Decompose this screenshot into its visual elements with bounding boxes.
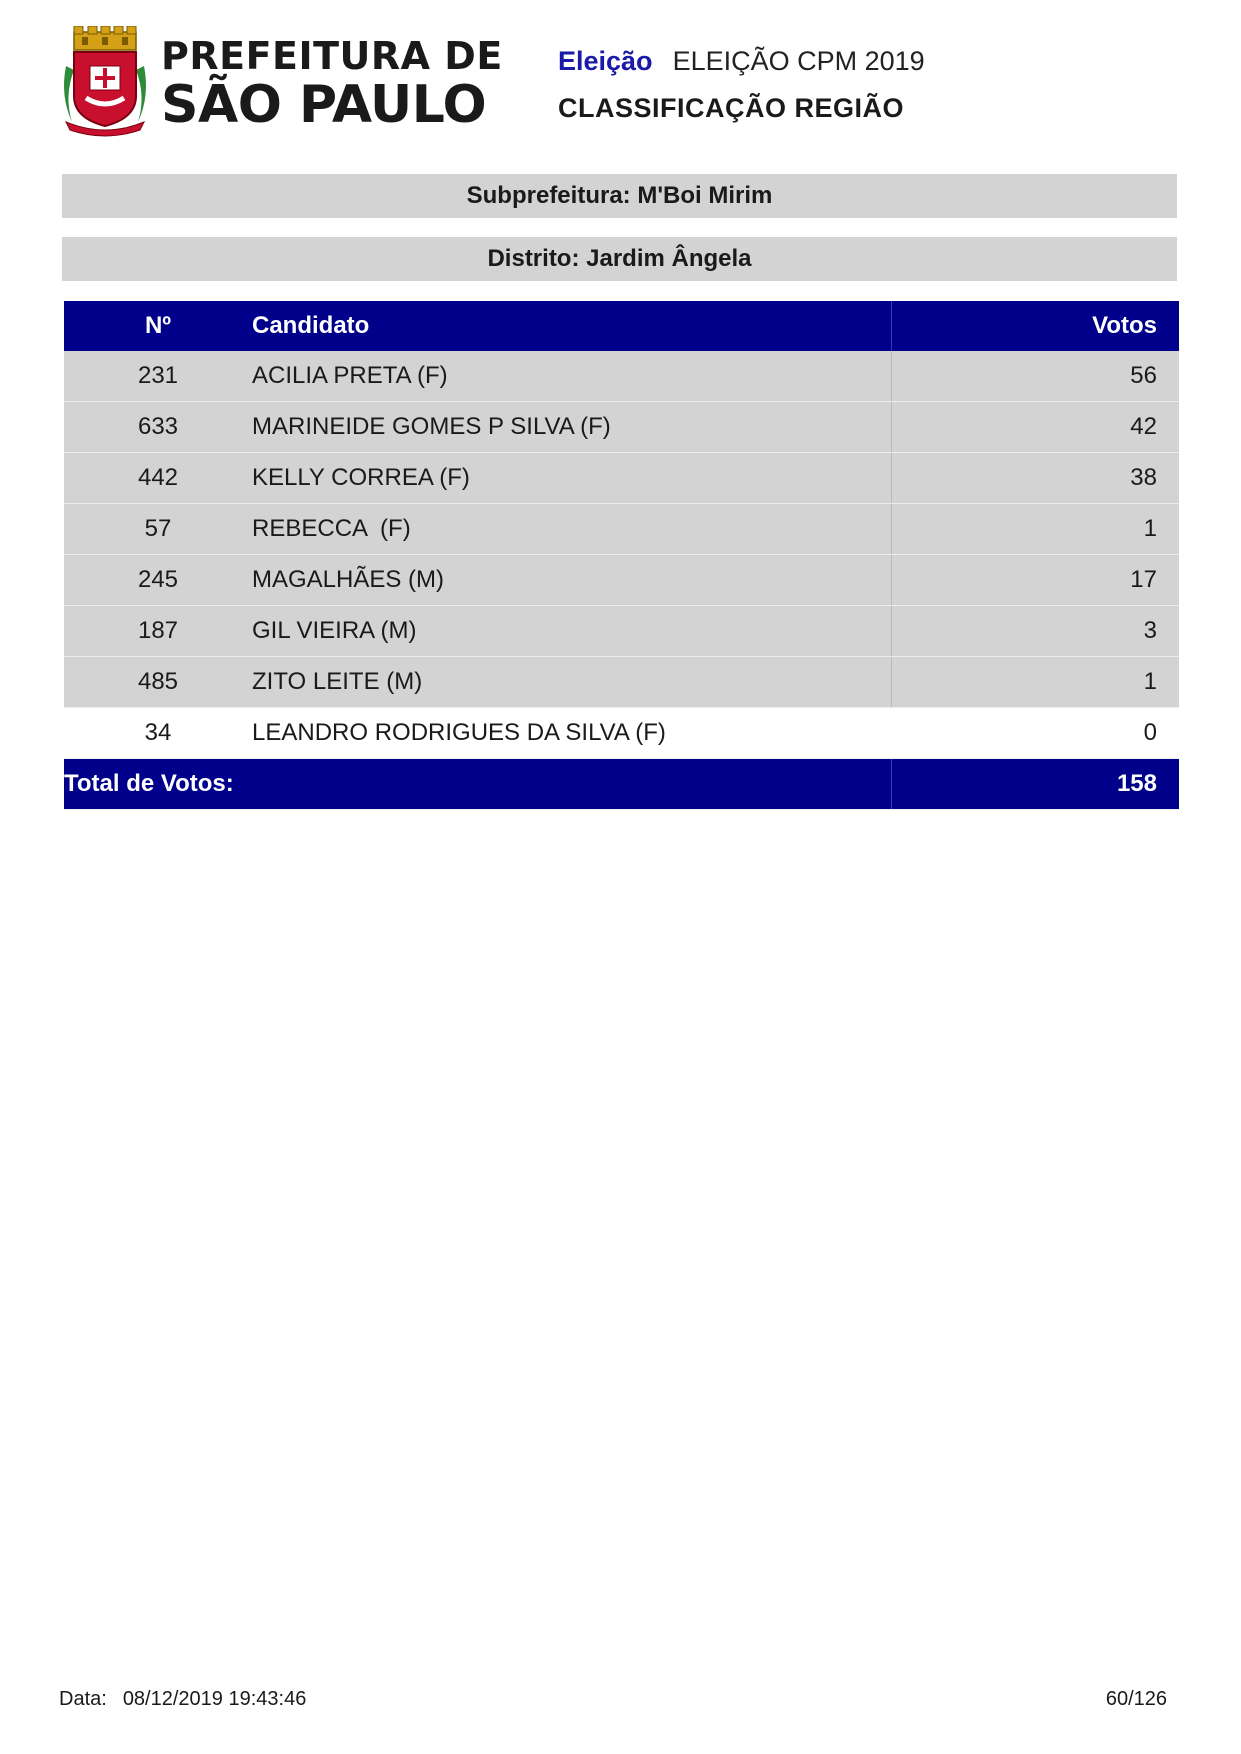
table-row [64, 708, 1179, 759]
candidate-number: 485 [64, 657, 252, 708]
table-row [64, 402, 1179, 453]
candidate-votes: 0 [892, 708, 1180, 759]
candidate-votes: 56 [892, 351, 1180, 402]
table-row [64, 504, 1179, 555]
total-row [64, 759, 1179, 810]
candidate-number: 245 [64, 555, 252, 606]
candidate-votes: 1 [892, 657, 1180, 708]
candidate-votes: 42 [892, 402, 1180, 453]
candidate-name: ACILIA PRETA (F) [252, 351, 892, 402]
candidate-number: 34 [64, 708, 252, 759]
brand-wordmark [161, 34, 503, 135]
candidate-name: KELLY CORREA (F) [252, 453, 892, 504]
report-title: CLASSIFICAÇÃO REGIÃO [558, 93, 905, 123]
candidate-name: REBECCA (F) [252, 504, 892, 555]
table-row [64, 657, 1179, 708]
candidate-votes: 17 [892, 555, 1180, 606]
candidate-votes: 3 [892, 606, 1180, 657]
candidate-votes: 38 [892, 453, 1180, 504]
election-info [558, 46, 925, 77]
table-row [64, 606, 1179, 657]
brand-line2: SÃO PAULO [161, 75, 487, 135]
date-label: Data: [59, 1688, 107, 1710]
page-number: 60/126 [1105, 1688, 1167, 1710]
candidate-name: MAGALHÃES (M) [252, 555, 892, 606]
candidate-name: MARINEIDE GOMES P SILVA (F) [252, 402, 892, 453]
footer-date [59, 1688, 306, 1711]
candidate-votes: 1 [892, 504, 1180, 555]
table-row [64, 453, 1179, 504]
election-label: Eleição [558, 46, 653, 76]
total-value: 158 [892, 759, 1180, 810]
table-header-row [64, 301, 1179, 351]
table-row [64, 555, 1179, 606]
candidate-name: LEANDRO RODRIGUES DA SILVA (F) [252, 708, 892, 759]
candidate-number: 231 [64, 351, 252, 402]
candidate-number: 57 [64, 504, 252, 555]
candidate-name: ZITO LEITE (M) [252, 657, 892, 708]
candidate-name: GIL VIEIRA (M) [252, 606, 892, 657]
results-table [64, 301, 1179, 810]
candidate-number: 187 [64, 606, 252, 657]
total-label: Total de Votos: [64, 759, 892, 810]
brand-line1: PREFEITURA DE [161, 34, 503, 78]
election-value: ELEIÇÃO CPM 2019 [672, 46, 925, 76]
candidate-number: 442 [64, 453, 252, 504]
sao-paulo-coat-of-arms-logo [60, 26, 150, 138]
distrito-band: Distrito: Jardim Ângela [62, 237, 1177, 281]
subprefeitura-band: Subprefeitura: M'Boi Mirim [62, 174, 1177, 218]
table-row [64, 351, 1179, 402]
candidate-number: 633 [64, 402, 252, 453]
col-header-votes: Votos [892, 301, 1180, 351]
col-header-number: Nº [64, 301, 252, 351]
col-header-candidate: Candidato [252, 301, 892, 351]
date-value: 08/12/2019 19:43:46 [122, 1688, 307, 1710]
